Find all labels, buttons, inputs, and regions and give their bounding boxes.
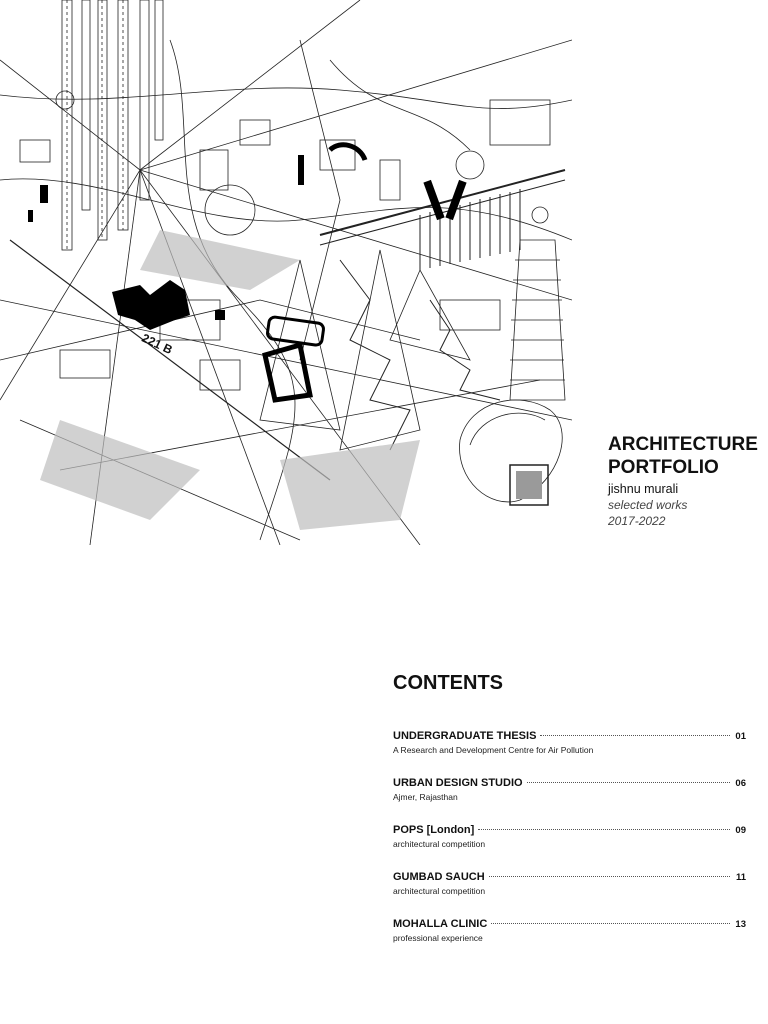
toc-leader-dots (491, 923, 730, 924)
toc-entry-title: MOHALLA CLINIC (393, 918, 488, 930)
collage-svg (0, 0, 572, 545)
table-of-contents (393, 730, 746, 965)
cover-title-line2: PORTFOLIO (608, 457, 719, 478)
cover-years: 2017-2022 (608, 514, 666, 528)
cover-title-line1: ARCHITECTURE (608, 434, 758, 455)
toc-entry-gumbad-sauch[interactable] (393, 871, 746, 918)
cover-collage-drawing (0, 0, 572, 545)
toc-entry-description: architectural competition (393, 886, 486, 896)
toc-entry-description: Ajmer, Rajasthan (393, 792, 458, 802)
toc-leader-dots (527, 782, 730, 783)
toc-page-number: 11 (735, 872, 746, 883)
toc-entry-title: UNDERGRADUATE THESIS (393, 730, 537, 742)
toc-entry-title: URBAN DESIGN STUDIO (393, 777, 523, 789)
toc-page-number: 13 (735, 919, 746, 930)
toc-entry-mohalla-clinic[interactable] (393, 918, 746, 965)
cover-title-block (608, 433, 768, 529)
toc-page-number: 01 (735, 731, 746, 742)
toc-entry-description: professional experience (393, 933, 483, 943)
collage-road-label: 221 B (139, 330, 175, 358)
contents-heading: CONTENTS (393, 672, 503, 694)
toc-entry-description: architectural competition (393, 839, 486, 849)
toc-entry-description: A Research and Development Centre for Air Pollution (393, 745, 594, 755)
toc-leader-dots (540, 735, 730, 736)
cover-author: jishnu murali (608, 482, 679, 496)
toc-page-number: 06 (735, 778, 746, 789)
cover-subtitle: selected works (608, 498, 688, 512)
toc-entry-urban-design[interactable] (393, 777, 746, 824)
toc-leader-dots (489, 876, 730, 877)
toc-entry-title: GUMBAD SAUCH (393, 871, 485, 883)
toc-entry-pops-london[interactable] (393, 824, 746, 871)
toc-entry-thesis[interactable] (393, 730, 746, 777)
toc-page-number: 09 (735, 825, 746, 836)
toc-entry-title: POPS [London] (393, 824, 475, 836)
toc-leader-dots (478, 829, 730, 830)
